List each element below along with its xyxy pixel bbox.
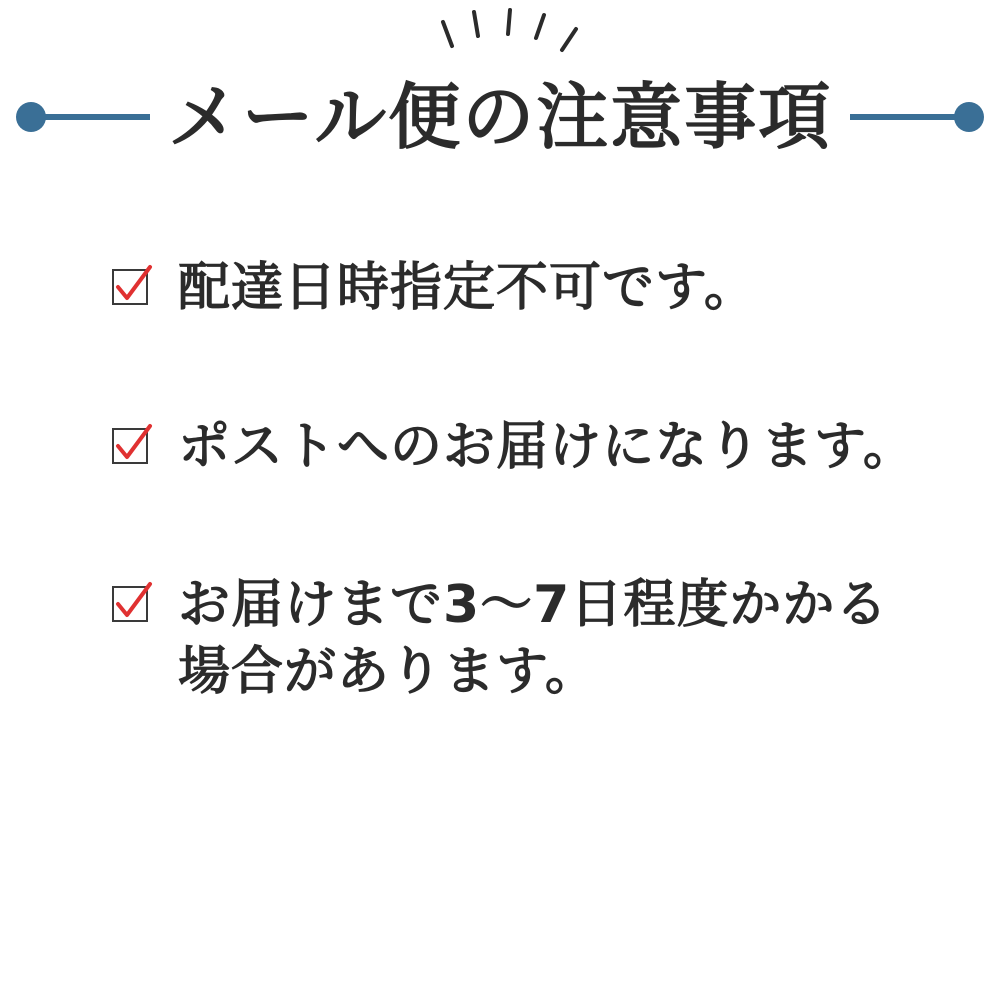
list-item	[110, 255, 940, 322]
notice-text: ポストへのお届けになります。	[178, 416, 916, 477]
title-dot-left	[16, 102, 46, 132]
title-rule-left	[22, 114, 150, 120]
sparkle-burst-icon	[0, 8, 1000, 68]
title-row	[0, 62, 1000, 172]
page-header	[0, 0, 1000, 200]
notice-list	[110, 255, 940, 705]
title-rule-right	[850, 114, 978, 120]
list-item	[110, 572, 940, 705]
checked-checkbox-icon	[110, 265, 154, 309]
notice-text: 配達日時指定不可です。	[178, 258, 757, 318]
checked-checkbox-icon	[110, 582, 154, 626]
list-item	[110, 414, 940, 481]
checked-checkbox-icon	[110, 424, 154, 468]
page-title: メール便の注意事項	[167, 75, 833, 159]
title-dot-right	[954, 102, 984, 132]
notice-text: お届けまで3〜7日程度かかる場合があります。	[178, 575, 889, 702]
